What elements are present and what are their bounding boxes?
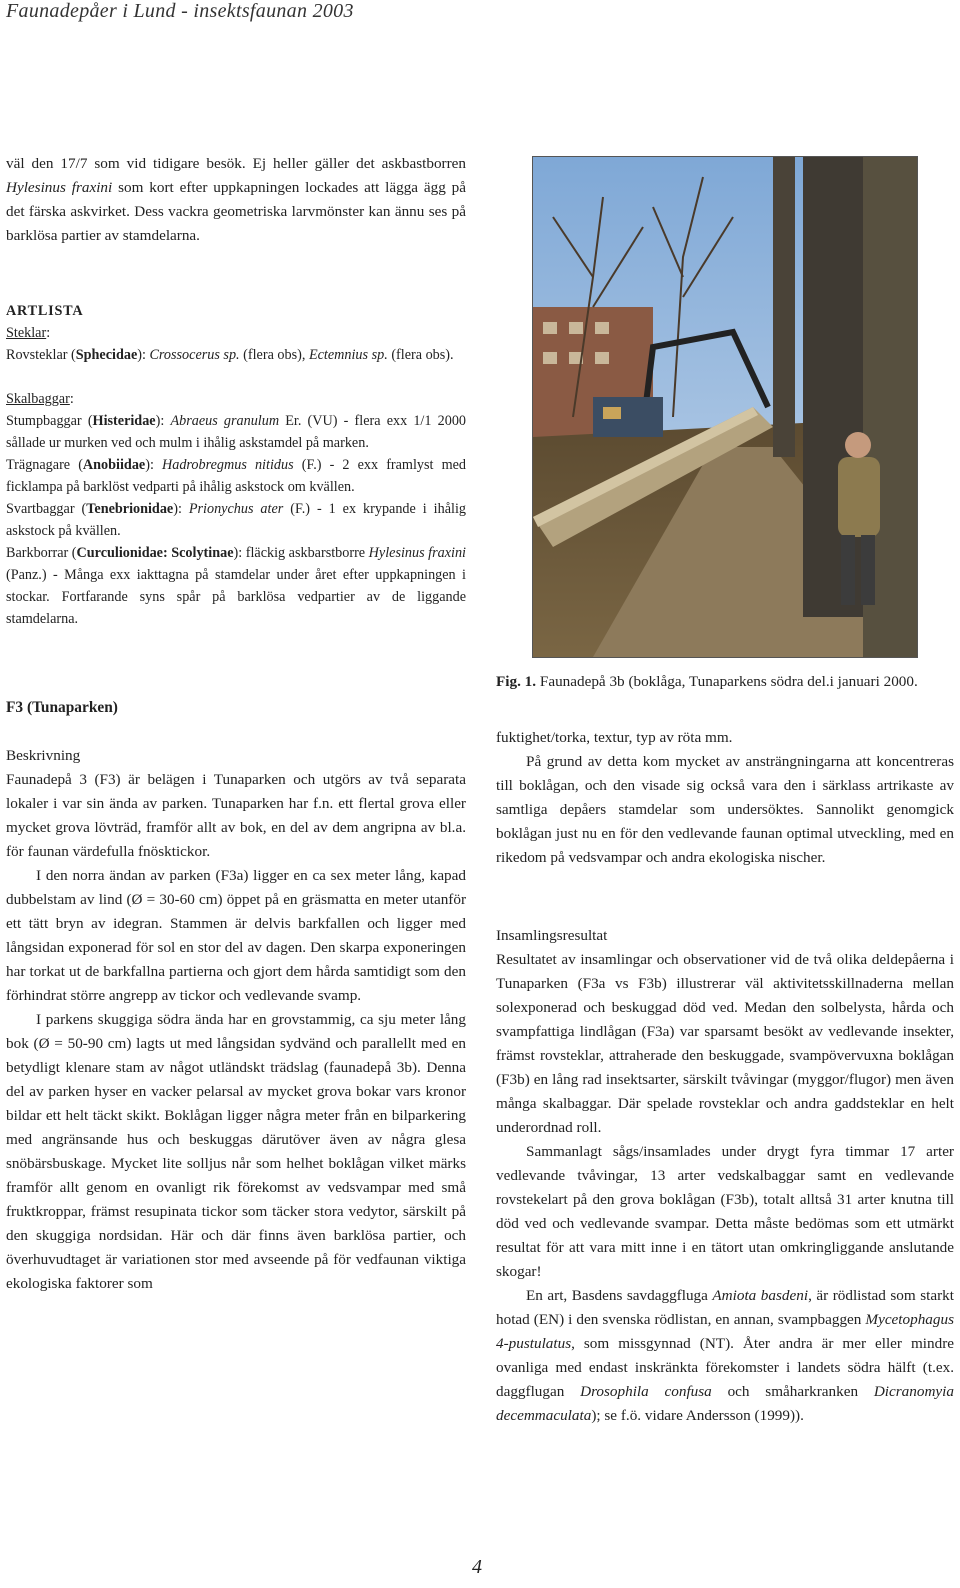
species-list [6, 300, 466, 630]
right-column [496, 726, 954, 1428]
subheading-beskrivning: Beskrivning [6, 747, 81, 764]
f3-paragraph-1: Faunadepå 3 (F3) är belägen i Tunaparken och utgörs av två separata lokaler i var sin ända av parken. Tunaparken har f.n. ett flertal grova eller mycket grova lövträd, framför allt av bok, en del av dem angripna av bl.a. för faunan värdefulla fnösktickor. [6, 771, 466, 860]
right-paragraph-3: Sammanlagt sågs/insamlades under drygt fyra timmar 17 arter vedlevande tvåvingar, 13 arter vedskalbaggar samt en vedlevande rovstekelart på den grova boklågan (F3b), totalt alltså 31 arter knutna till död ved och vedlevande svampar. Detta måste bedömas som ett utmärkt resultat för att vara mitt inne i en tätort utan omkringliggande anslutande skogar! [496, 1143, 954, 1280]
section-heading-f3: F3 (Tunaparken) [6, 699, 118, 716]
page-number: 4 [472, 1556, 482, 1578]
intro-paragraph: väl den 17/7 som vid tidigare besök. Ej heller gäller det askbastborren Hylesinus fraxini som kort efter uppkapningen lockades att lägga ägg på det färska askvirket. Dess vackra geometriska larvmönster kan ännu ses på barklösa partier av stamdelarna. [6, 155, 466, 244]
skalbaggar-label: Skalbaggar: [6, 391, 74, 407]
steklar-label: Steklar: [6, 325, 51, 341]
artlista-heading: ARTLISTA [6, 303, 84, 319]
figure-label: Fig. 1. [496, 673, 537, 690]
right-paragraph-2: Resultatet av insamlingar och observationer vid de två olika deldepåerna i Tunaparken (F3a vs F3b) illustrerar väl aktivitetsskillnaderna mellan solexponerad och beskuggad död ved. Medan den solbelysta, hårda och svampfattiga lindlågan (F3a) var sparsamt besökt av vedlevande insekter, främst rovsteklar, attraherade den beskuggade, svampövervuxna boklågan (F3b) en lång rad insektsarter, särskilt tvåvingar (myggor/flugor) men även många skalbaggar. Där spelade rovsteklar och andra gaddsteklar en helt underordnad roll. [496, 951, 954, 1136]
f3-paragraph-2: I den norra ändan av parken (F3a) ligger en ca sex meter lång, kapad dubbelstam av lind (Ø = 30-60 cm) öppet på en gräsmatta en meter utanför ett tätt bryn av idegran. Stammen är delvis barkfallen och ligger med långsidan exponerad för sol en stor del av dagen. Den skarpa exponeringen har torkat ut de barkfallna partierna och gjort dem hårda samtidigt som den förhindrat större angrepp av tickor och vedlevande svamp. [6, 867, 466, 1004]
right-paragraph-0: fuktighet/torka, textur, typ av röta mm. [496, 729, 733, 746]
list-entry-barkborrar: Barkborrar (Curculionidae: Scolytinae): fläckig askbarstborre Hylesinus fraxini (Panz.) - Många exx iakttagna på stamdelar under året efter uppkapningen i stockar. Fortfarande syns spår på barklösa vedpartier av de liggande stamdelarna. [6, 545, 466, 627]
list-entry-tragnagare: Trägnagare (Anobiidae): Hadrobregmus nitidus (F.) - 2 exx framlyst med ficklampa på barklöst vedparti på ihålig askstock om kvällen. [6, 457, 467, 495]
list-entry-svartbaggar: Svartbaggar (Tenebrionidae): Prionychus ater (F.) - 1 ex krypande i ihålig askstock på kvällen. [6, 501, 466, 539]
right-paragraph-4: En art, Basdens savdaggfluga Amiota basdeni, är rödlistad som starkt hotad (EN) i den svenska rödlistan, en annan, svampbaggen Mycetophagus 4-pustulatus, som missgynnad (NT). Åter andra är mer eller mindre ovanliga med endast inskränkta förekomster i landets södra hälft (t.ex. daggflugan Drosophila confusa och småharkranken Dicranomyia decemmaculata); se f.ö. vidare Andersson (1999)). [496, 1287, 954, 1424]
subheading-insamling: Insamlingsresultat [496, 927, 608, 944]
left-column [6, 152, 466, 1296]
f3-paragraph-3: I parkens skuggiga södra ända har en grovstammig, ca sju meter lång bok (Ø = 50-90 cm) lagts ut med långsidan sydvänd och parallellt med en betydligt klenare stam av något utländskt trädslag (faunadepå 3b). Denna del av parken hyser en vacker pelarsal av mycket grova bokar vars kronor bildar ett helt täckt skikt. Boklågan ligger några meter från en bilparkering med angränsande hus och beskuggas därutöver även av några glesa snöbärsbuskage. Mycket lite solljus når som helhet boklågan vilket märks framför allt genom en ovanligt rik förekomst av vedsvampar med små fruktkroppar, främst resupinata tickor som täcker stora vedytor, särskilt på den skuggiga nordsidan. Här och där finns även barklösa partier, och överhuvudtaget är variationen stor med avseende på för vedfaunan viktiga ekologiska faktorer som [6, 1011, 466, 1292]
list-entry-rovsteklar: Rovsteklar (Sphecidae): Crossocerus sp. (flera obs), Ectemnius sp. (flera obs). [6, 347, 454, 363]
running-header: Faunadepåer i Lund - insektsfaunan 2003 [6, 0, 354, 22]
figure-photo [532, 156, 918, 658]
list-entry-stumpbaggar: Stumpbaggar (Histeridae): Abraeus granulum Er. (VU) - flera exx 1/1 2000 sållade ur murken ved och mulm i ihålig askstamdel på marken. [6, 413, 467, 451]
right-paragraph-1: På grund av detta kom mycket av ansträngningarna att koncentreras till boklågan, och den visade sig också vara den i särklass artrikaste av samtliga depåers stamdelar som undersöktes. Sannolikt genomgick boklågan just nu en för den vedlevande faunan optimal utveckling, med en rikedom på vedsvampar och andra ekologiska nischer. [496, 753, 954, 866]
figure-caption: Fig. 1. Faunadepå 3b (boklåga, Tunaparkens södra del.i januari 2000. [496, 673, 918, 690]
